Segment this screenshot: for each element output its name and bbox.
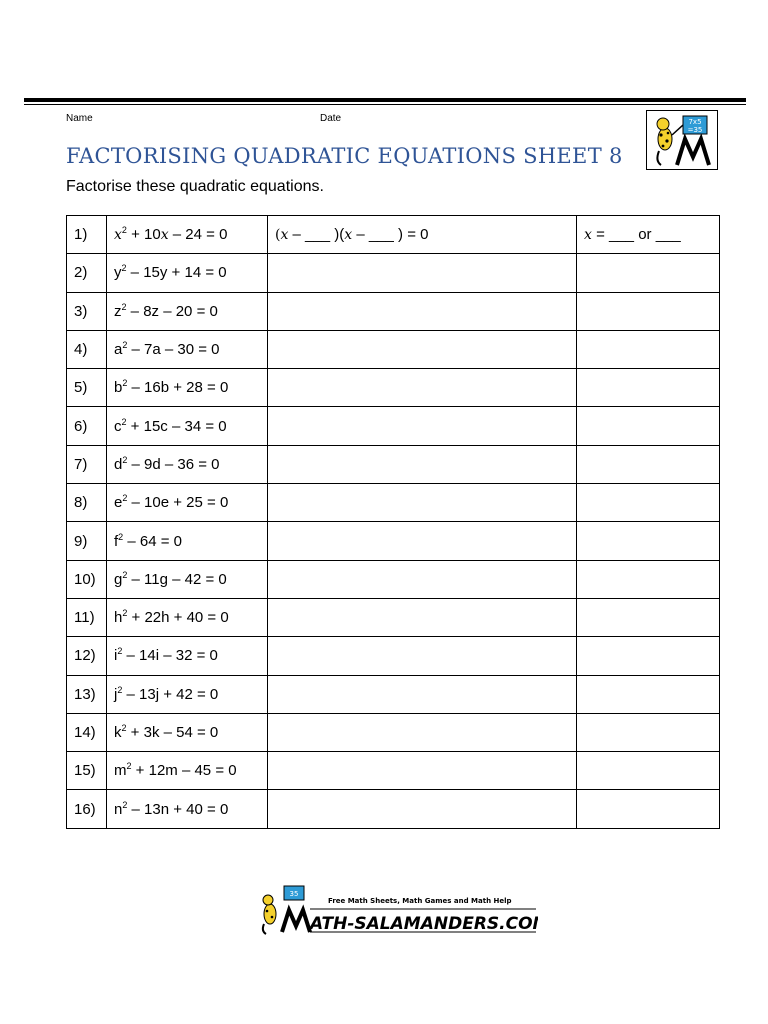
equation-text: – 9d – 36 = 0 <box>127 455 220 473</box>
answer-cell[interactable] <box>577 292 720 330</box>
factor-cell[interactable] <box>268 598 577 636</box>
logo-chalk-top: 7x5 <box>688 118 702 126</box>
equation-text: – 15y + 14 = 0 <box>126 264 227 282</box>
equation-cell <box>107 752 268 790</box>
answer-cell[interactable] <box>577 637 720 675</box>
equation-text: + 12m – 45 = 0 <box>131 762 237 780</box>
equation-text: – 13n + 40 = 0 <box>127 800 229 818</box>
exponent: 2 <box>122 378 128 389</box>
equation-text: – 11g – 42 = 0 <box>127 570 227 588</box>
footer-logo <box>256 884 538 936</box>
equation-variable: k <box>114 724 122 741</box>
answer-cell[interactable] <box>577 445 720 483</box>
factor-cell[interactable] <box>268 522 577 560</box>
table-row <box>67 675 720 713</box>
table-row <box>67 216 720 254</box>
table-row <box>67 254 720 292</box>
table-row <box>67 445 720 483</box>
instructions: Factorise these quadratic equations. <box>66 178 324 195</box>
factor-cell[interactable] <box>268 675 577 713</box>
exponent: 2 <box>126 761 132 772</box>
question-number: 1) <box>67 216 107 254</box>
exponent: 2 <box>122 340 128 351</box>
exponent: 2 <box>118 531 124 542</box>
exponent: 2 <box>121 723 127 733</box>
equation-cell <box>107 216 268 254</box>
answer-cell[interactable] <box>577 598 720 636</box>
question-number: 7) <box>67 445 107 483</box>
equation-text: – 64 = 0 <box>123 532 182 550</box>
factor-cell[interactable] <box>268 637 577 675</box>
exponent: 2 <box>117 646 123 657</box>
table-row <box>67 637 720 675</box>
logo-chalk-bottom: =35 <box>687 126 703 134</box>
answer-cell[interactable] <box>577 484 720 522</box>
exponent: 2 <box>122 608 128 619</box>
equation-variable: m <box>114 762 127 780</box>
answer-cell[interactable] <box>577 407 720 445</box>
factor-cell[interactable] <box>268 484 577 522</box>
table-row <box>67 752 720 790</box>
exponent: 2 <box>121 416 127 427</box>
footer-site-name: ATH-SALAMANDERS.COM <box>310 914 538 934</box>
equation-text: – 14i – 32 = 0 <box>122 647 218 665</box>
table-row <box>67 598 720 636</box>
factor-cell[interactable] <box>268 330 577 368</box>
table-row <box>67 790 720 828</box>
equation-cell <box>107 292 268 330</box>
equation-variable: n <box>114 800 123 818</box>
equation-variable: x <box>160 227 169 244</box>
exponent: 2 <box>122 569 128 580</box>
question-number: 15) <box>67 752 107 790</box>
equation-variable: e <box>114 494 123 512</box>
equation-text: – 8z – 20 = 0 <box>126 302 218 320</box>
equation-cell <box>107 484 268 522</box>
factor-cell[interactable] <box>268 790 577 828</box>
exponent: 2 <box>121 225 127 236</box>
equation-variable: b <box>114 379 123 397</box>
table-row <box>67 713 720 751</box>
equation-text: – 10e + 25 = 0 <box>127 494 229 512</box>
equation-cell <box>107 369 268 407</box>
equation-text: + 22h + 40 = 0 <box>127 609 229 627</box>
equation-cell <box>107 560 268 598</box>
factor-text: ( <box>275 227 281 244</box>
exponent: 2 <box>117 684 123 695</box>
question-number: 14) <box>67 713 107 751</box>
question-number: 10) <box>67 560 107 598</box>
table-row <box>67 484 720 522</box>
answer-text: = ___ or ___ <box>591 226 681 244</box>
salamander-icon <box>647 111 717 169</box>
question-number: 13) <box>67 675 107 713</box>
question-number: 12) <box>67 637 107 675</box>
salamander-logo <box>646 110 718 170</box>
exponent: 2 <box>122 493 128 504</box>
equation-variable: z <box>114 302 122 320</box>
exponent: 2 <box>122 454 128 465</box>
date-label: Date <box>320 113 342 124</box>
footer-salamander-icon <box>256 884 538 936</box>
header-rule-thin <box>24 104 746 105</box>
question-number: 4) <box>67 330 107 368</box>
answer-cell[interactable] <box>577 254 720 292</box>
table-row <box>67 522 720 560</box>
equation-variable: h <box>114 609 123 627</box>
factor-cell[interactable] <box>268 254 577 292</box>
equation-variable: d <box>114 455 123 473</box>
equation-variable: j <box>114 685 118 703</box>
header-rule-thick <box>24 98 746 102</box>
exponent: 2 <box>122 799 128 810</box>
question-number: 2) <box>67 254 107 292</box>
answer-cell[interactable] <box>577 330 720 368</box>
table-row <box>67 407 720 445</box>
factor-cell[interactable] <box>268 292 577 330</box>
answer-cell[interactable] <box>577 790 720 828</box>
equation-text: + 15c – 34 = 0 <box>126 417 227 435</box>
worksheet-table <box>66 215 720 829</box>
footer-chalkboard: 35 <box>289 890 299 898</box>
equation-text: – 16b + 28 = 0 <box>127 379 229 397</box>
equation-variable: c <box>114 417 122 435</box>
answer-cell[interactable] <box>577 713 720 751</box>
question-number: 9) <box>67 522 107 560</box>
question-number: 6) <box>67 407 107 445</box>
factor-cell[interactable] <box>268 407 577 445</box>
equation-cell <box>107 637 268 675</box>
equation-cell <box>107 330 268 368</box>
equation-text: + 10 <box>126 226 161 244</box>
answer-cell[interactable] <box>577 216 720 254</box>
question-number: 16) <box>67 790 107 828</box>
equation-variable: x <box>114 227 122 244</box>
equation-variable: a <box>114 341 123 359</box>
answer-cell[interactable] <box>577 560 720 598</box>
exponent: 2 <box>121 263 127 274</box>
equation-text: – 13j + 42 = 0 <box>122 685 219 703</box>
table-row <box>67 292 720 330</box>
factor-cell[interactable] <box>268 560 577 598</box>
factor-variable: x <box>280 227 289 244</box>
answer-variable: x <box>584 227 592 244</box>
answer-cell[interactable] <box>577 369 720 407</box>
factor-cell[interactable] <box>268 369 577 407</box>
question-number: 8) <box>67 484 107 522</box>
equation-cell <box>107 713 268 751</box>
factor-cell[interactable] <box>268 216 577 254</box>
answer-cell[interactable] <box>577 675 720 713</box>
equation-text: + 3k – 54 = 0 <box>126 724 219 741</box>
answer-cell[interactable] <box>577 752 720 790</box>
factor-cell[interactable] <box>268 445 577 483</box>
name-label: Name <box>66 113 93 124</box>
table-row <box>67 330 720 368</box>
equation-cell <box>107 407 268 445</box>
factor-cell[interactable] <box>268 713 577 751</box>
equation-variable: y <box>114 264 122 282</box>
factor-cell[interactable] <box>268 752 577 790</box>
question-number: 5) <box>67 369 107 407</box>
question-number: 3) <box>67 292 107 330</box>
factor-text: – ___ )( <box>288 226 345 244</box>
equation-cell <box>107 254 268 292</box>
answer-cell[interactable] <box>577 522 720 560</box>
equation-variable: g <box>114 570 123 588</box>
equation-cell <box>107 522 268 560</box>
factor-text: – ___ ) = 0 <box>352 226 429 244</box>
equation-text: – 7a – 30 = 0 <box>127 341 220 359</box>
exponent: 2 <box>121 301 127 312</box>
equation-cell <box>107 675 268 713</box>
table-row <box>67 560 720 598</box>
footer-tagline: Free Math Sheets, Math Games and Math Help <box>328 897 512 905</box>
equation-cell <box>107 790 268 828</box>
equation-variable: f <box>114 532 119 550</box>
equation-cell <box>107 445 268 483</box>
equation-cell <box>107 598 268 636</box>
question-number: 11) <box>67 598 107 636</box>
equation-text: – 24 = 0 <box>168 226 228 244</box>
equation-variable: i <box>114 647 118 665</box>
page-title: FACTORISING QUADRATIC EQUATIONS SHEET 8 <box>66 144 623 168</box>
factor-variable: x <box>344 227 353 244</box>
table-row <box>67 369 720 407</box>
